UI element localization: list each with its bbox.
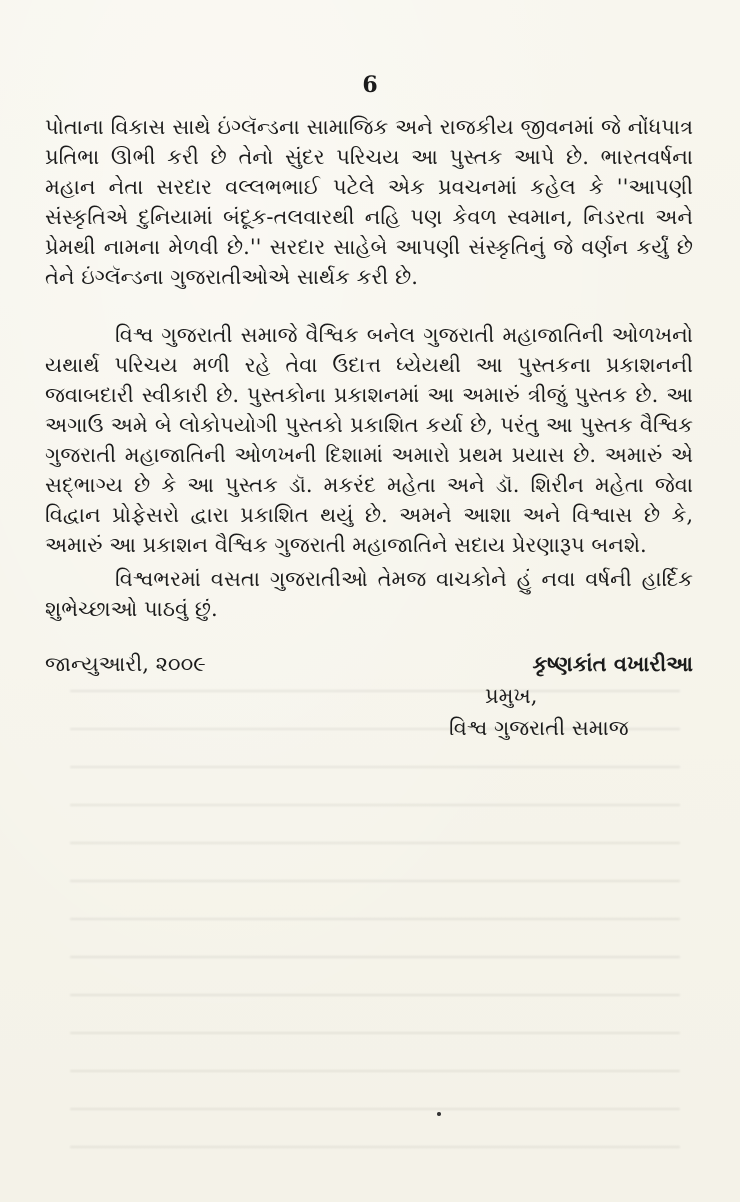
show-through-text: [70, 690, 680, 1160]
body-text: [45, 112, 693, 624]
signature-block: [45, 648, 693, 744]
paragraph-intro: પોતાના વિકાસ સાથે ઇંગ્લૅન્ડના સામાજિક અને રાજકીય જીવનમાં જે નોંધપાત્ર પ્રતિભા ઊભી કરી છે તેનો સુંદર પરિચય આ પુસ્તક આપે છે. ભારતવર્ષના મહાન નેતા સરદાર વલ્લભભાઈ પટેલે એક પ્રવચનમાં કહેલ કે ''આપણી સંસ્કૃતિએ દુનિયામાં બંદૂક-તલવારથી નહિ પણ કેવળ સ્વમાન, નિડરતા અને પ્રેમથી નામના મેળવી છે.'' સરદાર સાહેબે આપણી સંસ્કૃતિનું જે વર્ણન કર્યું છે તેને ઇંગ્લૅન્ડના ગુજરાતીઓએ સાર્થક કરી છે.: [45, 115, 693, 289]
signatory-organization: વિશ્વ ગુજરાતી સમાજ: [449, 716, 629, 740]
ink-speck: [437, 1112, 441, 1116]
page-number: 6: [362, 72, 378, 98]
signatory-name: કૃષ્ણકાંત વખારીઆ: [532, 651, 693, 676]
signature-date: જાન્યુઆરી, ૨૦૦૯: [45, 652, 206, 676]
paragraph-greetings: વિશ્વભરમાં વસતા ગુજરાતીઓ તેમજ વાચકોને હું નવા વર્ષની હાર્દિક શુભેચ્છાઓ પાઠવું છું.: [45, 567, 693, 621]
paragraph-publication: વિશ્વ ગુજરાતી સમાજે વૈશ્વિક બનેલ ગુજરાતી મહાજાતિની ઓળખનો યથાર્થ પરિચય મળી રહે તેવા ઉદાત્ત ધ્યેયથી આ પુસ્તકના પ્રકાશનની જવાબદારી સ્વીકારી છે. પુસ્તકોના પ્રકાશનમાં આ અમારું ત્રીજું પુસ્તક છે. આ અગાઉ અમે બે લોકોપયોગી પુસ્તકો પ્રકાશિત કર્યા છે, પરંતુ આ પુસ્તક વૈશ્વિક ગુજરાતી મહાજાતિની ઓળખની દિશામાં અમારો પ્રથમ પ્રયાસ છે. અમારું એ સદ્ભાગ્ય છે કે આ પુસ્તક ડૉ. મકરંદ મહેતા અને ડૉ. શિરીન મહેતા જેવા વિદ્વાન પ્રોફેસરો દ્વારા પ્રકાશિત થયું છે. અમને આશા અને વિશ્વાસ છે કે, અમારું આ પ્રકાશન વૈશ્વિક ગુજરાતી મહાજાતિને સદાય પ્રેરણારૂપ બનશે.: [45, 323, 693, 557]
signatory-role: પ્રમુખ,: [485, 684, 538, 708]
